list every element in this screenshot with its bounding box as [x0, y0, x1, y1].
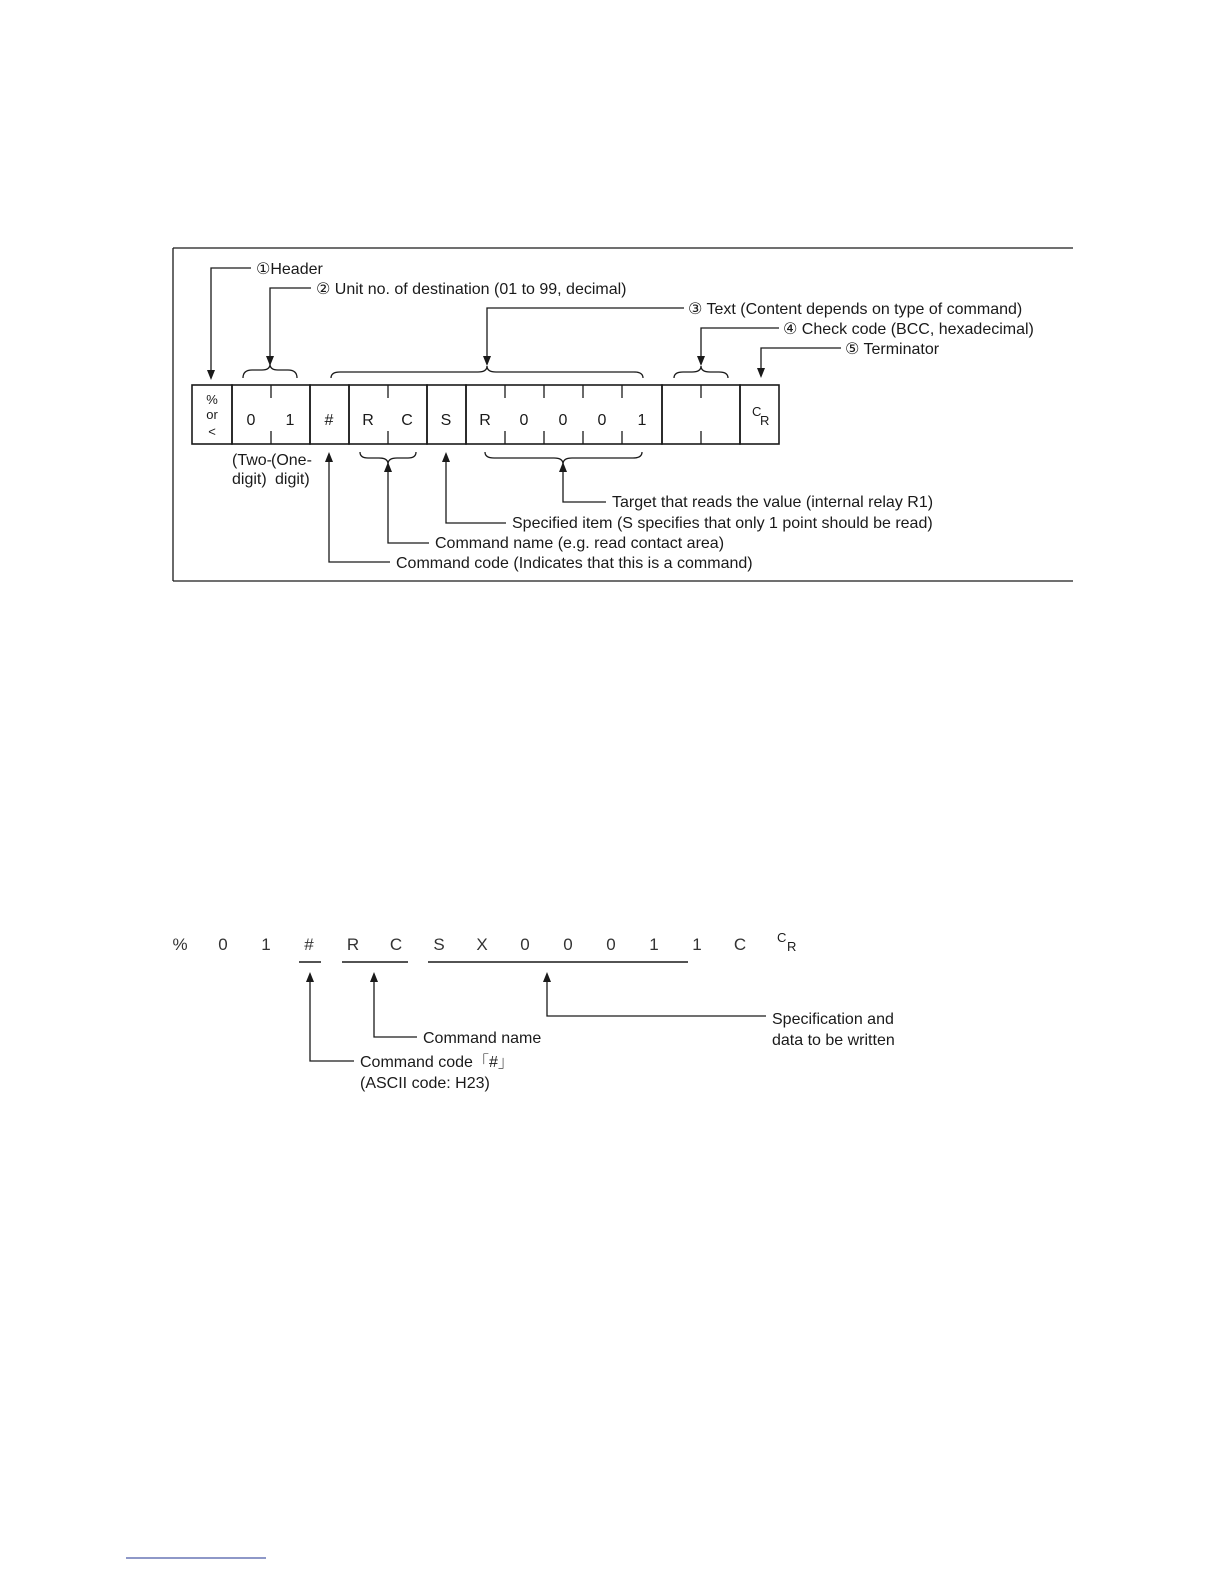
data-char: 1	[637, 412, 647, 429]
one-digit-note: digit)	[275, 471, 310, 488]
command-name-label: Command name (e.g. read contact area)	[435, 535, 725, 552]
sequence-char: S	[433, 935, 445, 954]
digit-notes	[232, 452, 312, 488]
command-char: C	[401, 412, 413, 429]
cr-c: C	[777, 930, 787, 945]
unit-no-label: ② Unit no. of destination (01 to 99, decimal)	[316, 281, 627, 298]
example-command-diagram	[172, 930, 894, 1092]
sequence-char: 0	[606, 935, 616, 954]
header-percent: %	[206, 392, 218, 407]
unit-digit: 1	[285, 412, 295, 429]
data-char: R	[479, 412, 491, 429]
command-format-diagram	[173, 248, 1073, 581]
sequence-char: #	[304, 935, 314, 954]
example-spec-label: Specification and	[772, 1011, 894, 1028]
sequence-char: 1	[692, 935, 702, 954]
data-char: 0	[519, 412, 529, 429]
one-digit-note: (One-	[271, 452, 312, 469]
sequence-char: C	[389, 935, 403, 954]
terminator-label: ⑤ Terminator	[845, 341, 940, 358]
unit-digit: 0	[246, 412, 256, 429]
data-char: 0	[597, 412, 607, 429]
spec-char: S	[440, 412, 452, 429]
sequence-char: C	[733, 935, 747, 954]
sequence-char: R	[346, 935, 360, 954]
header-lt: <	[208, 424, 216, 439]
sequence-char: 1	[649, 935, 659, 954]
command-cells	[192, 385, 779, 444]
example-ascii-code-label: (ASCII code: H23)	[360, 1075, 490, 1092]
example-spec-label: data to be written	[772, 1032, 895, 1049]
command-code-label: Command code (Indicates that this is a command)	[396, 555, 753, 572]
hash-char: #	[324, 412, 334, 429]
sequence-char: %	[172, 935, 188, 954]
cr-c: C	[752, 404, 762, 419]
two-digit-note: (Two-	[232, 452, 272, 469]
data-char: 0	[558, 412, 568, 429]
check-code-label: ④ Check code (BCC, hexadecimal)	[783, 321, 1034, 338]
sequence-char: 0	[218, 935, 228, 954]
cr-r: R	[787, 939, 797, 954]
example-command-name-label: Command name	[423, 1030, 542, 1047]
command-char: R	[362, 412, 374, 429]
upper-braces	[243, 364, 728, 378]
sequence-char: 1	[261, 935, 271, 954]
example-command-code-label: Command code「#」	[360, 1054, 514, 1071]
header-label: ①Header	[256, 261, 323, 278]
cr-r: R	[760, 413, 770, 428]
specified-item-label: Specified item (S specifies that only 1 point should be read)	[512, 515, 933, 532]
two-digit-note: digit)	[232, 471, 267, 488]
example-leader-lines	[306, 972, 766, 1061]
text-label: ③ Text (Content depends on type of command)	[688, 301, 1023, 318]
sequence-char: 0	[563, 935, 573, 954]
target-label: Target that reads the value (internal relay R1)	[612, 494, 934, 511]
sequence-char: 0	[520, 935, 530, 954]
header-or: or	[206, 407, 218, 422]
lower-braces	[360, 452, 642, 464]
sequence-char: X	[476, 935, 488, 954]
example-sequence	[172, 930, 796, 954]
